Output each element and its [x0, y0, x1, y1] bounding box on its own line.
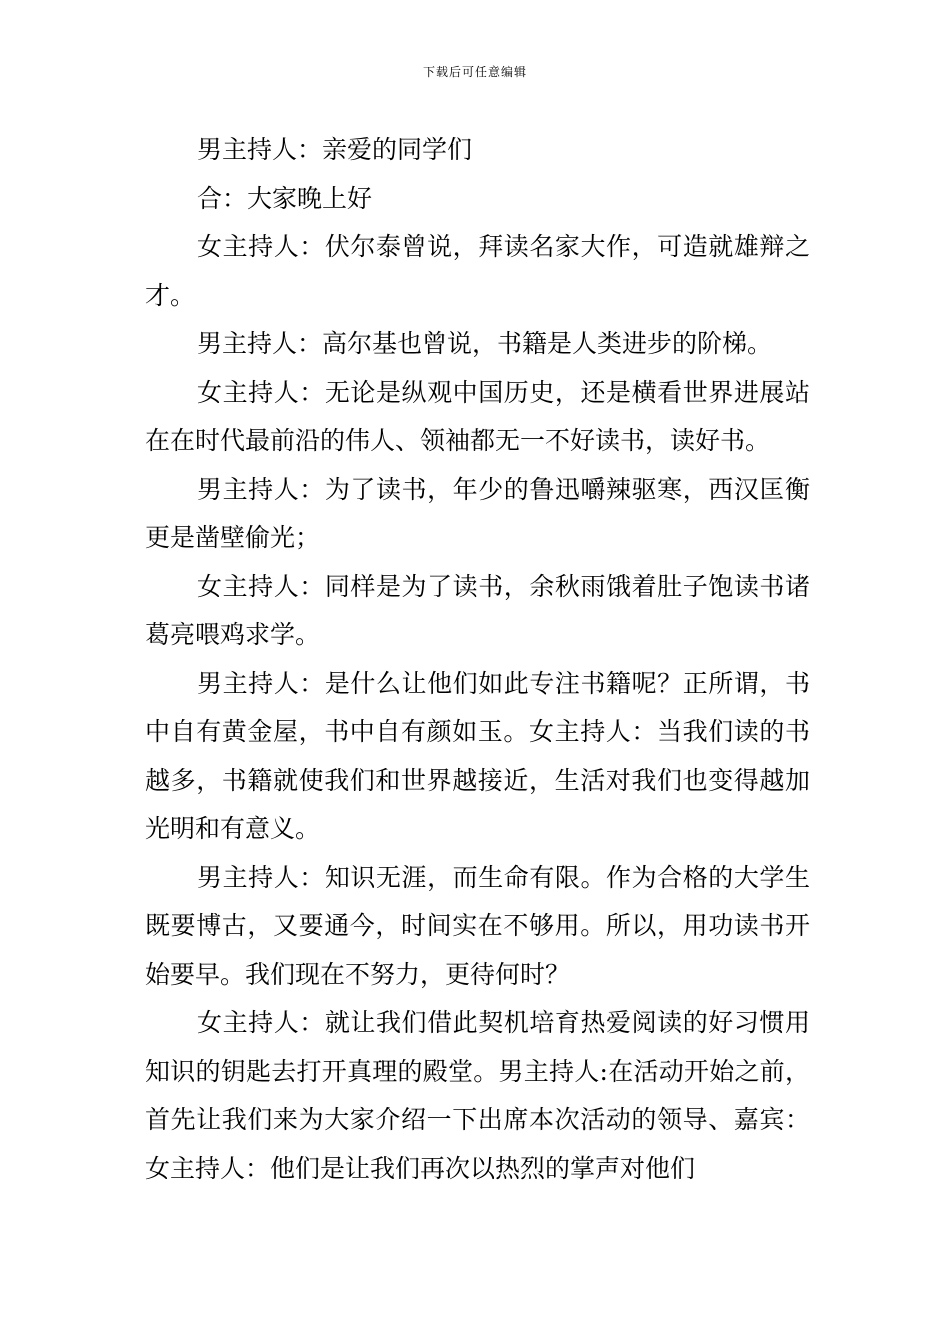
page-header: 下载后可任意编辑 [422, 65, 527, 79]
document-body [145, 126, 810, 1193]
paragraph: 男主持人：亲爱的同学们 [197, 135, 473, 164]
paragraph: 女主持人：伏尔泰曾说，拜读名家大作，可造就雄辩之才。 [145, 232, 810, 310]
paragraph: 女主持人：就让我们借此契机培育热爱阅读的好习惯用知识的钥匙去打开真理的殿堂。男主持人:在活动开始之前，首先让我们来为大家介绍一下出席本次活动的领导、嘉宾：女主持人：他们是让我们再次以热烈的掌声对他们 [145, 1008, 810, 1183]
paragraph: 合：大家晚上好 [197, 183, 373, 213]
paragraph: 男主持人：是什么让他们如此专注书籍呢？正所谓，书中自有黄金屋，书中自有颜如玉。女主持人：当我们读的书越多，书籍就使我们和世界越接近，生活对我们也变得越加光明和有意义。 [145, 668, 810, 843]
paragraph: 男主持人：知识无涯，而生命有限。作为合格的大学生既要博古，又要通今，时间实在不够用。所以，用功读书开始要早。我们现在不努力，更待何时？ [145, 862, 810, 989]
paragraph: 女主持人：同样是为了读书，余秋雨饿着肚子饱读书诸葛亮喂鸡求学。 [145, 571, 810, 649]
paragraph: 女主持人：无论是纵观中国历史，还是横看世界进展站在在时代最前沿的伟人、领袖都无一不好读书，读好书。 [145, 377, 810, 455]
paragraph: 男主持人：为了读书，年少的鲁迅嚼辣驱寒，西汉匡衡更是凿壁偷光； [145, 474, 810, 552]
paragraph: 男主持人：高尔基也曾说，书籍是人类进步的阶梯。 [197, 329, 773, 358]
